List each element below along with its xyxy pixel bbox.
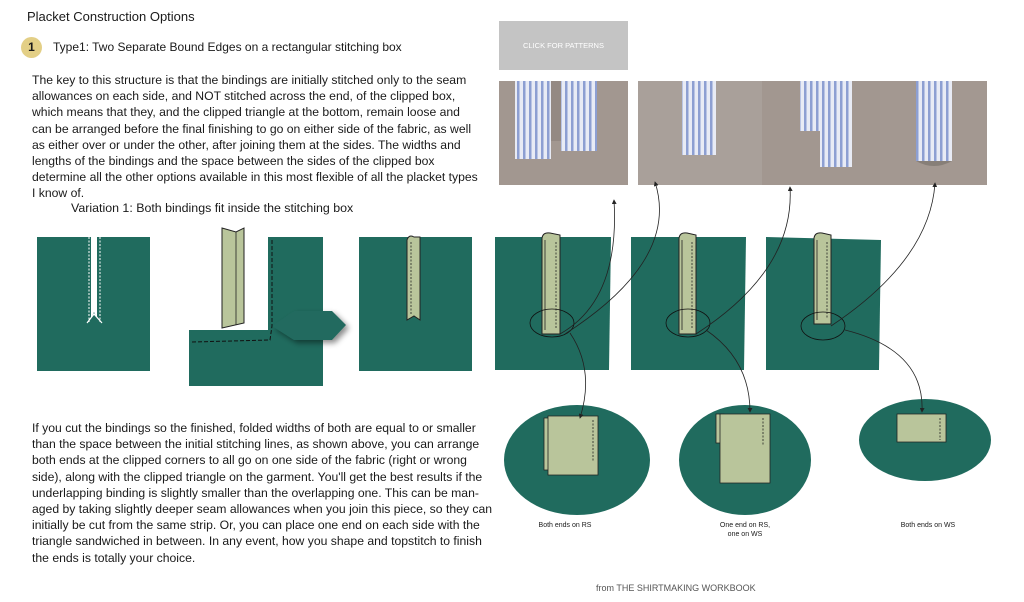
intro-paragraph: The key to this structure is that the bindings are initially stitched only to the seam allowances on each side, and NOT stitched across the end, of the clipped box, which means that they, and the clipped triangle at the bottom, remain loose and can be arranged before the final finishing to go on either side of the fabric, as well as either over or under the other, after joining them at the sides. The widths and lengths of the bindings and the space between the sides of the clipped box determine all the other options available in this most flexible of all the placket types I know of. [32, 73, 478, 201]
page-title: Placket Construction Options [27, 9, 195, 24]
panel-first-binding [359, 236, 472, 371]
click-for-patterns-button[interactable]: CLICK FOR PATTERNS [499, 21, 628, 70]
caption-both-ws: Both ends on WS [900, 522, 956, 529]
caption-both-rs: Both ends on RS [538, 522, 592, 529]
caption-one-each-line2: one on WS [727, 531, 763, 538]
variation-label: Variation 1: Both bindings fit inside the stitching box [71, 201, 354, 215]
detail-both-ws [859, 399, 991, 481]
panel-both-rs [495, 233, 611, 370]
outro-paragraph: If you cut the bindings so the finished, folded widths of both are equal to or smaller than the space between the initial stitching lines, as shown above, you can arrange both ends at the clipped corners to all go on one side of the fabric (right or wrong side), along with the clipped triangle on the garment. You'll get the best results if the underlapping binding is slightly smaller than the overlapping one. This can be man-aged by taking slightly deeper seam allowances when you join this piece, so they can initially be cut from the same strip. Or, you can place one end on each side with the triangle sandwiched in between. In any event, how you shape and topstitch to finish the ends is totally your choice. [32, 421, 493, 565]
detail-both-rs [504, 405, 650, 515]
detail-one-each [679, 405, 811, 515]
type-heading: Type1: Two Separate Bound Edges on a rectangular stitching box [53, 40, 402, 54]
panel-opened-binding [189, 228, 346, 386]
caption-one-each-line1: One end on RS, [719, 522, 771, 529]
step-number-badge: 1 [21, 37, 42, 58]
panel-clipped-box [37, 237, 150, 371]
credit-line: from THE SHIRTMAKING WORKBOOK [596, 583, 756, 593]
